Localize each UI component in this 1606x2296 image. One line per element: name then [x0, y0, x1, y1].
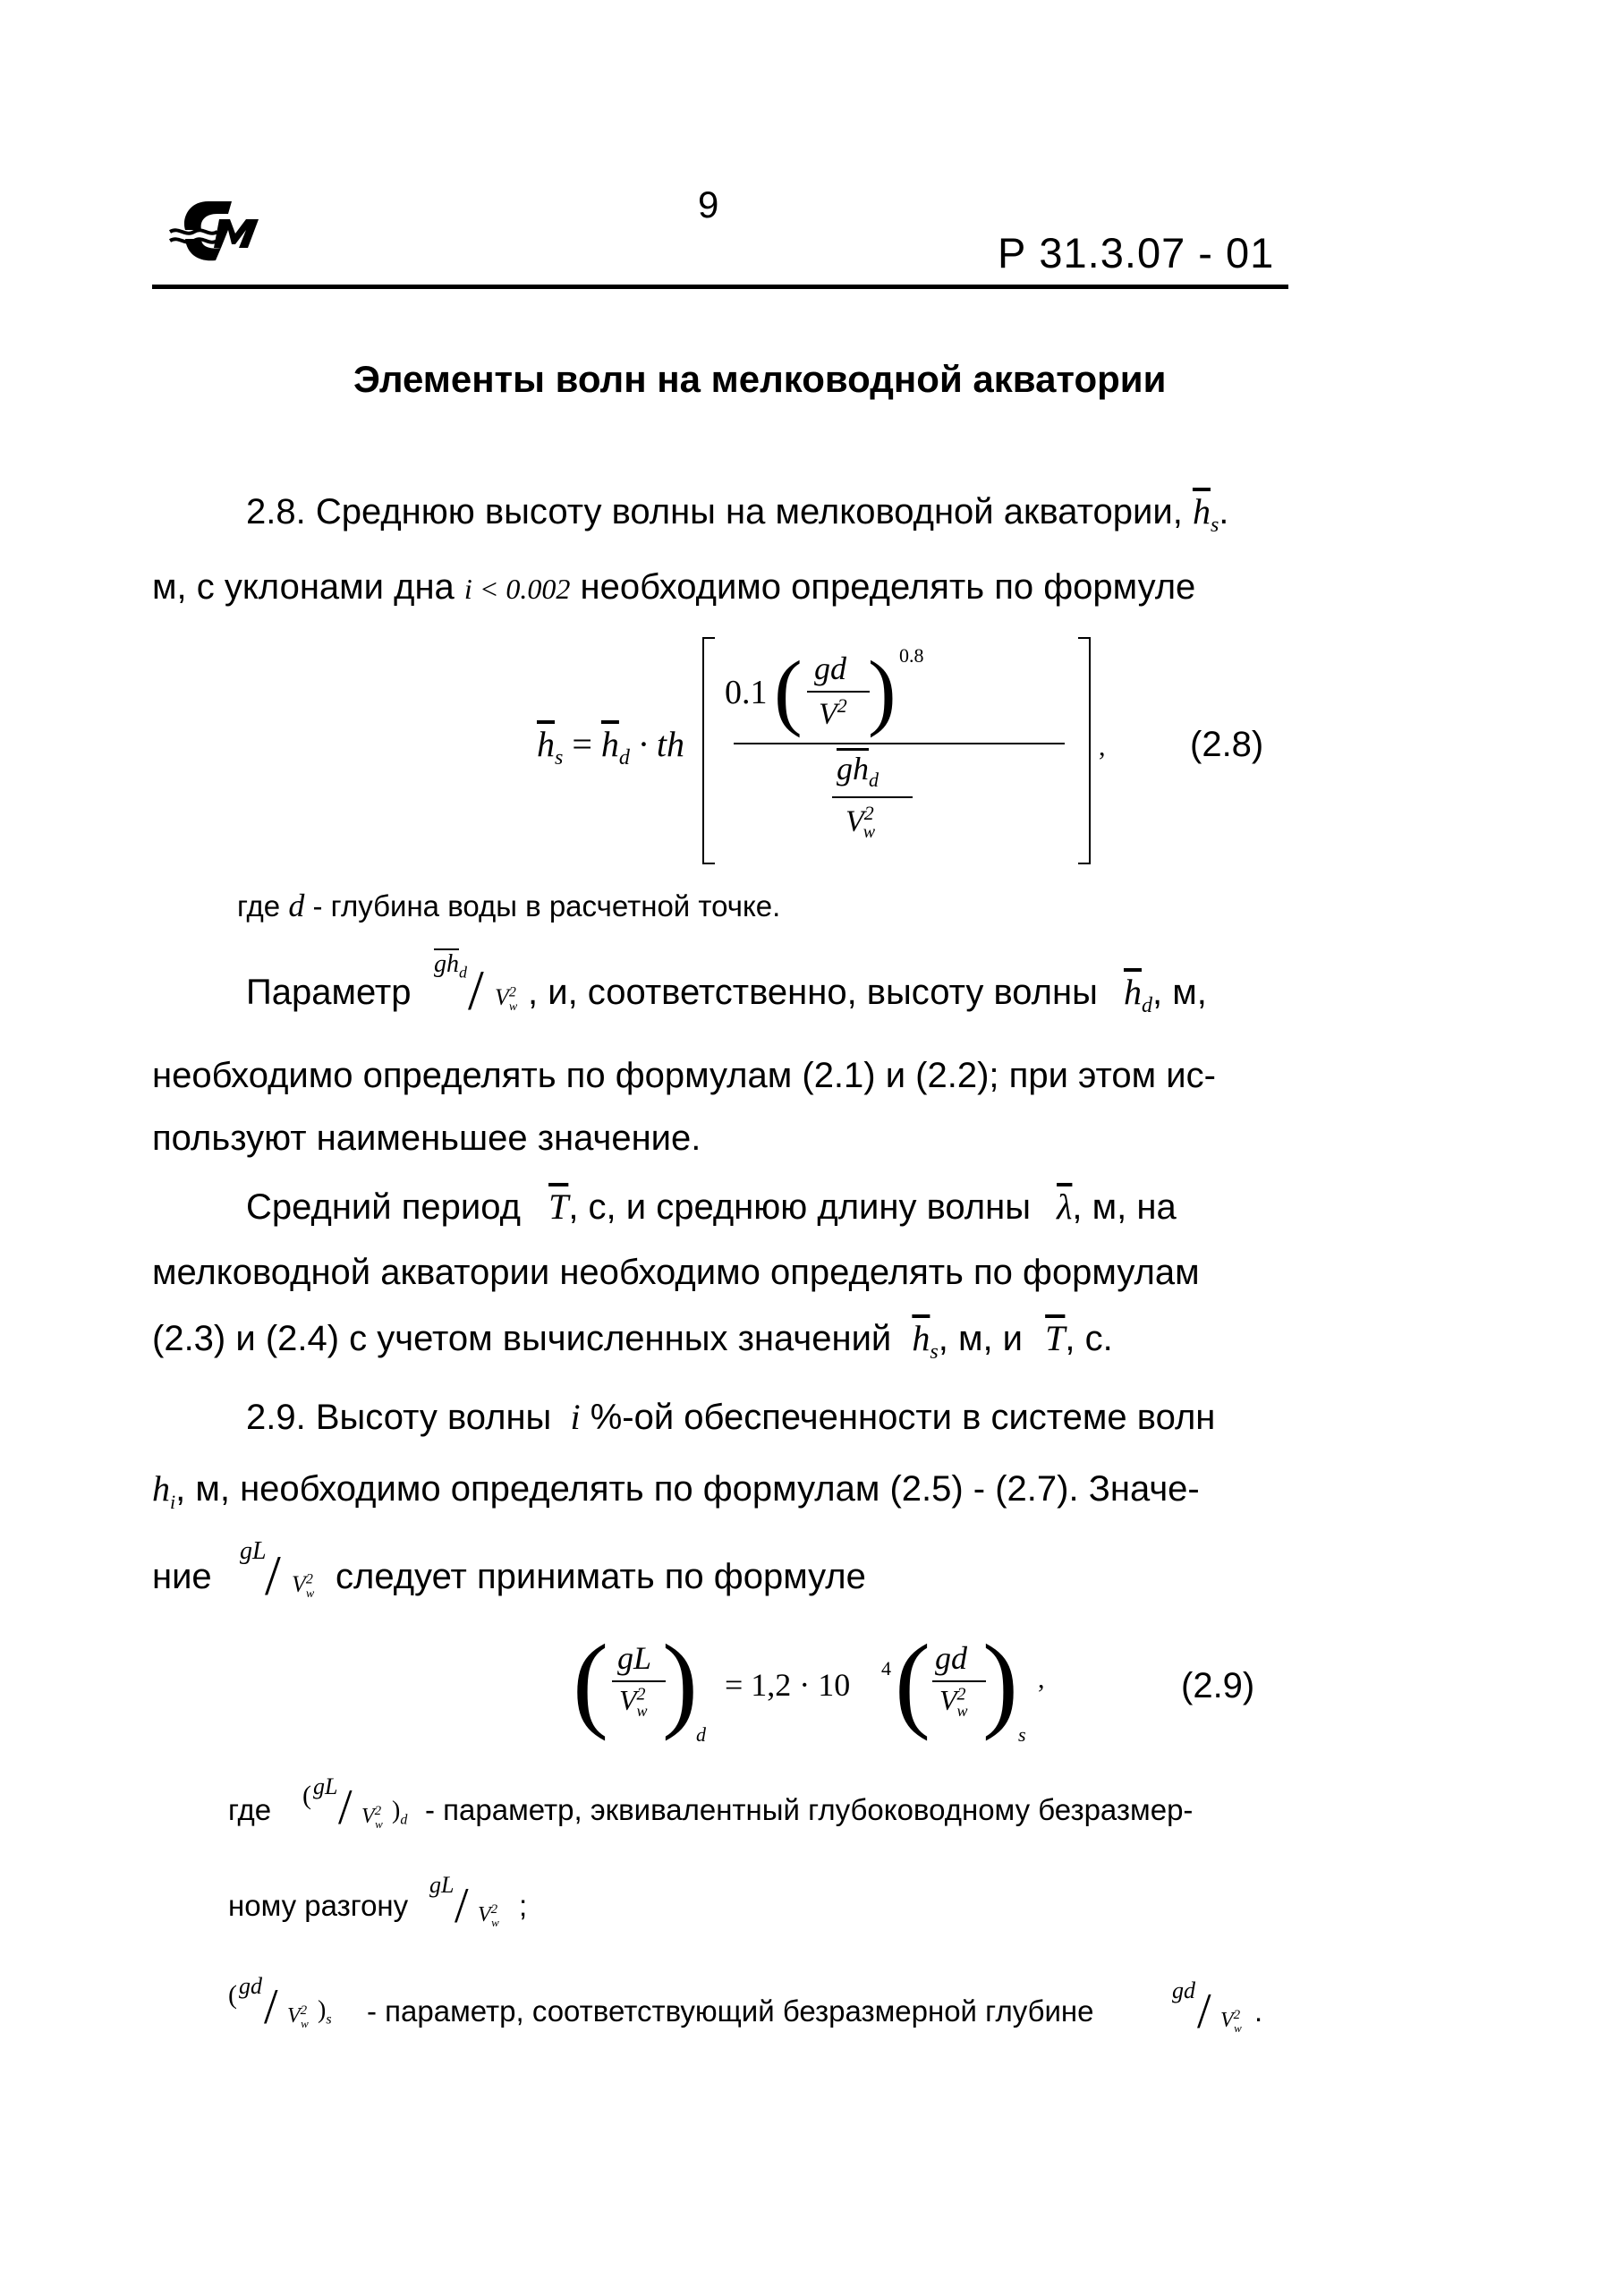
w-sub-2: w	[956, 1702, 968, 1721]
right-bracket	[1078, 637, 1091, 864]
p28-line2a: м, с уклонами дна	[152, 567, 455, 607]
v-symbol: V	[819, 697, 837, 731]
final-dot: .	[1254, 1994, 1263, 2028]
hi-sub: i	[170, 1491, 176, 1513]
hi-symbol: h	[152, 1468, 170, 1509]
section-heading: Элементы волн на мелководной акватории	[353, 358, 1167, 400]
equation-number-2-9: (2.9)	[1181, 1666, 1255, 1705]
vw-sub: w	[862, 822, 876, 843]
main-fraction-line	[734, 743, 1065, 744]
paren-close: )	[868, 643, 896, 738]
v-denom-1: V	[619, 1684, 637, 1716]
formula-2-8-comma: ,	[1099, 732, 1106, 761]
p28-line2	[152, 565, 1195, 610]
p29-text-a: 2.9. Высоту волны	[246, 1398, 552, 1437]
p29-line2-text: , м, необходимо определять по формулам (2.5) - (2.7). Значе-	[175, 1469, 1200, 1509]
where-item2: - параметр, соответствующий безразмерной глубине	[367, 1994, 1094, 2028]
coef-01: 0.1	[725, 674, 768, 711]
where-d-text: - глубина воды в расчетной точке.	[312, 889, 781, 923]
period-text-3a: (2.3) и (2.4) с учетом вычисленных значений	[152, 1319, 892, 1358]
gd-text: gd	[814, 651, 846, 686]
period-text-b: , с, и среднюю длину волны	[568, 1187, 1031, 1227]
th-function: · th	[638, 724, 685, 764]
param-word: Параметр	[246, 973, 412, 1012]
period-text-a: Средний период	[246, 1187, 521, 1227]
header-rule	[152, 285, 1288, 289]
semicolon: ;	[519, 1889, 528, 1922]
left-bracket	[702, 637, 715, 864]
p29-text-b: %-ой обеспеченности в системе волн	[590, 1398, 1216, 1437]
lhs-sub: s	[555, 746, 564, 770]
p29-line3a: ние	[152, 1557, 212, 1596]
gL-slash-fraction-2: gL / $V^2_w$	[429, 1872, 499, 1934]
p29-line3b: следует принимать по формуле	[336, 1557, 866, 1596]
hs-symbol-2: $\overline{h}$	[912, 1318, 930, 1358]
w-sub-1: w	[636, 1702, 648, 1721]
hd-sub-2: d	[1141, 994, 1152, 1017]
ghd-sub: d	[869, 769, 879, 792]
formula-2-8	[537, 626, 1288, 868]
gd-s-slash-fraction: ( gd / $V^2_w$ )$_s$	[228, 1973, 332, 2035]
paren-close-2: )	[982, 1622, 1018, 1741]
period-line1	[246, 1186, 1177, 1229]
period-text-c: , м, на	[1072, 1187, 1177, 1227]
paren-close-1: )	[662, 1622, 698, 1741]
param-line1b	[528, 971, 1207, 1027]
hs-symbol: $\overline{h}$	[1192, 491, 1211, 531]
period-line3	[152, 1317, 1113, 1373]
paren-open-2: (	[895, 1622, 930, 1741]
p28-line2b: необходимо определять по формуле	[580, 567, 1196, 607]
where-word: где	[237, 889, 281, 923]
coefficient: = 1,2 · 10	[725, 1667, 851, 1703]
period-text-3c: , с.	[1065, 1319, 1113, 1358]
slope-condition: i < 0.002	[463, 573, 571, 605]
formula-2-9-comma: ,	[1038, 1664, 1045, 1694]
p29-line1	[246, 1396, 1215, 1439]
hd-symbol: $\overline{h}$	[600, 724, 619, 764]
page-number: 9	[698, 183, 719, 225]
p29-line2	[152, 1467, 1200, 1524]
denominator-28	[837, 750, 879, 792]
exponent-08: 0.8	[899, 644, 924, 667]
where-d-line	[237, 888, 780, 924]
d-subscript: d	[696, 1723, 706, 1746]
param-line1	[246, 971, 411, 1014]
lambda-symbol: $\overline{\lambda}$	[1057, 1186, 1073, 1227]
hs-sub: s	[1210, 514, 1219, 537]
gd-numerator: gd	[935, 1640, 967, 1676]
param-slash-fraction: $\overline{gh}_d$ / $V^2_w$	[434, 950, 518, 1022]
period-line2: мелководной акватории необходимо определять по формулам	[152, 1253, 1200, 1292]
equals-sign: =	[572, 724, 592, 764]
where-word-2: где	[228, 1793, 272, 1826]
gL-fraction-line	[612, 1680, 666, 1682]
ghd-text: $\overline{gh}$	[837, 751, 869, 787]
param-line2: необходимо определять по формулам (2.1) и (2.2); при этом ис-	[152, 1056, 1216, 1095]
gd-slash-fraction-2: gd / $V^2_w$	[1172, 1977, 1242, 2039]
param-text-c: , м,	[1151, 973, 1207, 1012]
gd-fraction-line-2	[932, 1680, 986, 1682]
gd-fraction-line	[807, 691, 870, 693]
d-symbol: d	[288, 888, 305, 923]
param-line3: пользуют наименьшее значение.	[152, 1118, 701, 1158]
gL-numerator: gL	[617, 1640, 652, 1676]
T-symbol-2: $\overline{T}$	[1045, 1318, 1066, 1358]
hd-symbol-2: $\overline{h}$	[1123, 972, 1142, 1012]
formula-2-9	[573, 1622, 1288, 1763]
hd-sub: d	[618, 746, 630, 770]
lhs-h: $\overline{h}$	[537, 724, 555, 764]
v2-text: $V^2$	[819, 694, 847, 731]
ghd-fraction-line	[832, 796, 913, 798]
document-code: Р 31.3.07 - 01	[998, 229, 1275, 276]
v2-denom-1: $V^2_w$	[619, 1684, 648, 1721]
gL-d-slash-fraction: ( gL / $V^2_w$ )$_d$	[302, 1773, 408, 1835]
paren-open: (	[774, 643, 803, 738]
vw2: $V^2_w$	[845, 802, 876, 843]
where-item1b: ному разгону	[228, 1889, 409, 1922]
v-denom-2: V	[939, 1684, 957, 1716]
logo-icon	[166, 192, 268, 268]
period-text-3b: , м, и	[938, 1319, 1024, 1358]
paren-open-1: (	[573, 1622, 608, 1741]
hs-sub-2: s	[930, 1340, 939, 1364]
gL-slash-fraction: gL / $V^2_w$	[240, 1537, 315, 1607]
param-text-b: , и, соответственно, высоту волны	[528, 973, 1098, 1012]
vw-symbol: V	[845, 804, 864, 838]
exponent-4: 4	[881, 1657, 891, 1679]
i-symbol: i	[570, 1397, 581, 1437]
where-item1: - параметр, эквивалентный глубоководному безразмер-	[425, 1793, 1194, 1826]
equation-number-2-8: (2.8)	[1190, 725, 1264, 764]
p28-text: 2.8. Среднюю высоту волны на мелководной акватории,	[246, 492, 1183, 531]
s-subscript: s	[1018, 1723, 1026, 1746]
v2-denom-2: $V^2_w$	[939, 1684, 968, 1721]
T-symbol: $\overline{T}$	[548, 1186, 569, 1227]
formula-2-8-lhs	[537, 723, 684, 770]
p28-line1: 2.8. Среднюю высоту волны на мелководной акватории, $\overline{h}_s$.	[246, 491, 1229, 537]
